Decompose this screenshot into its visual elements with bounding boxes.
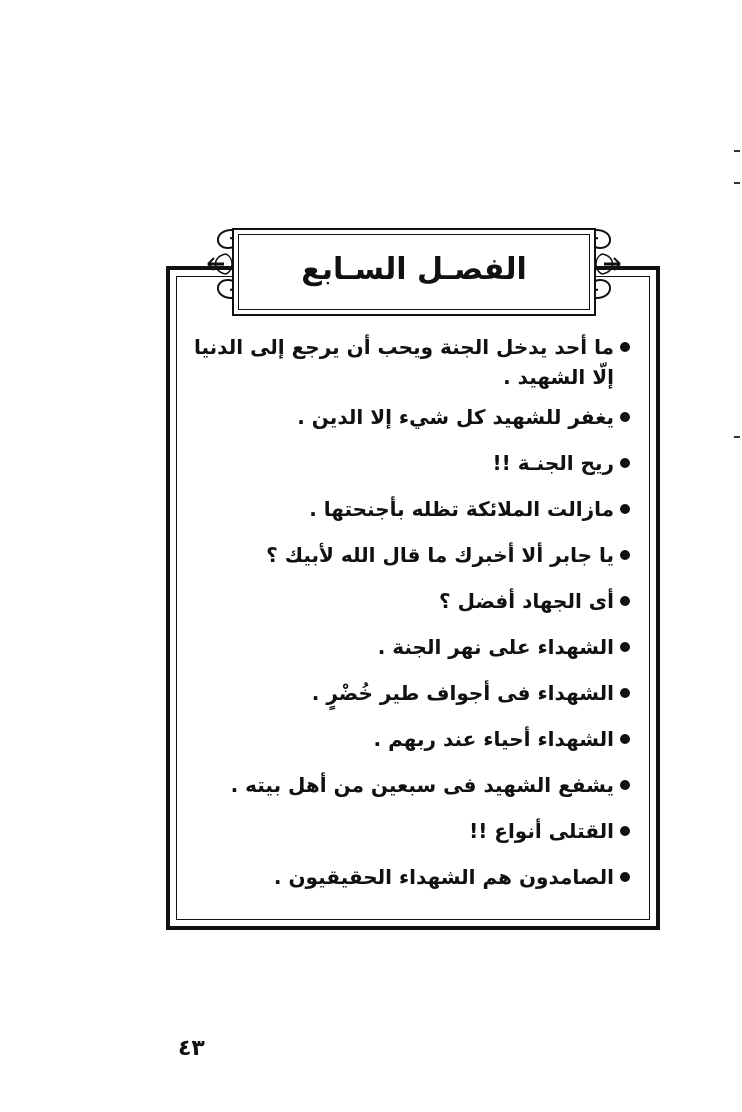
list-item-text: الشهداء فى أجواف طير خُضْرٍ . [311,681,614,705]
list-item [190,770,630,800]
bullet-icon [620,642,630,652]
bullet-icon [620,342,630,352]
bullet-icon [620,550,630,560]
page-number: ٤٣ [178,1036,205,1061]
list-item [190,448,630,478]
bullet-icon [620,872,630,882]
list-item-text: مازالت الملائكة تظله بأجنحتها . [309,497,614,521]
list-item [190,540,630,570]
list-item-text: القتلى أنواع !! [469,819,614,843]
list-item [190,332,630,392]
list-item-text: الشهداء على نهر الجنة . [377,635,614,659]
chapter-topic-list [190,332,630,908]
list-item-text: يا جابر ألا أخبرك ما قال الله لأبيك ؟ [266,543,614,567]
bullet-icon [620,826,630,836]
margin-mark [734,436,740,438]
margin-mark [734,150,740,152]
chapter-title: الفصـل السـابع [301,252,527,287]
bullet-icon [620,412,630,422]
list-item-text: الشهداء أحياء عند ربهم . [373,727,614,751]
list-item-text: ريح الجنـة !! [492,451,614,475]
list-item [190,816,630,846]
list-item [190,678,630,708]
list-item [190,402,630,432]
chapter-title-frame [232,228,596,316]
bullet-icon [620,688,630,698]
list-item [190,632,630,662]
list-item [190,586,630,616]
list-item [190,862,630,892]
list-item-text: أى الجهاد أفضل ؟ [439,589,614,613]
bullet-icon [620,734,630,744]
list-item-text: يغفر للشهيد كل شيء إلا الدين . [297,405,614,429]
bullet-icon [620,780,630,790]
bullet-icon [620,596,630,606]
list-item [190,494,630,524]
bullet-icon [620,504,630,514]
margin-mark [734,182,740,184]
bullet-icon [620,458,630,468]
list-item-text: الصامدون هم الشهداء الحقيقيون . [273,865,614,889]
list-item [190,724,630,754]
list-item-text: يشفع الشهيد فى سبعين من أهل بيته . [230,773,614,797]
list-item-text: ما أحد يدخل الجنة ويحب أن يرجع إلى الدنيا إلّا الشهيد . [194,335,614,389]
